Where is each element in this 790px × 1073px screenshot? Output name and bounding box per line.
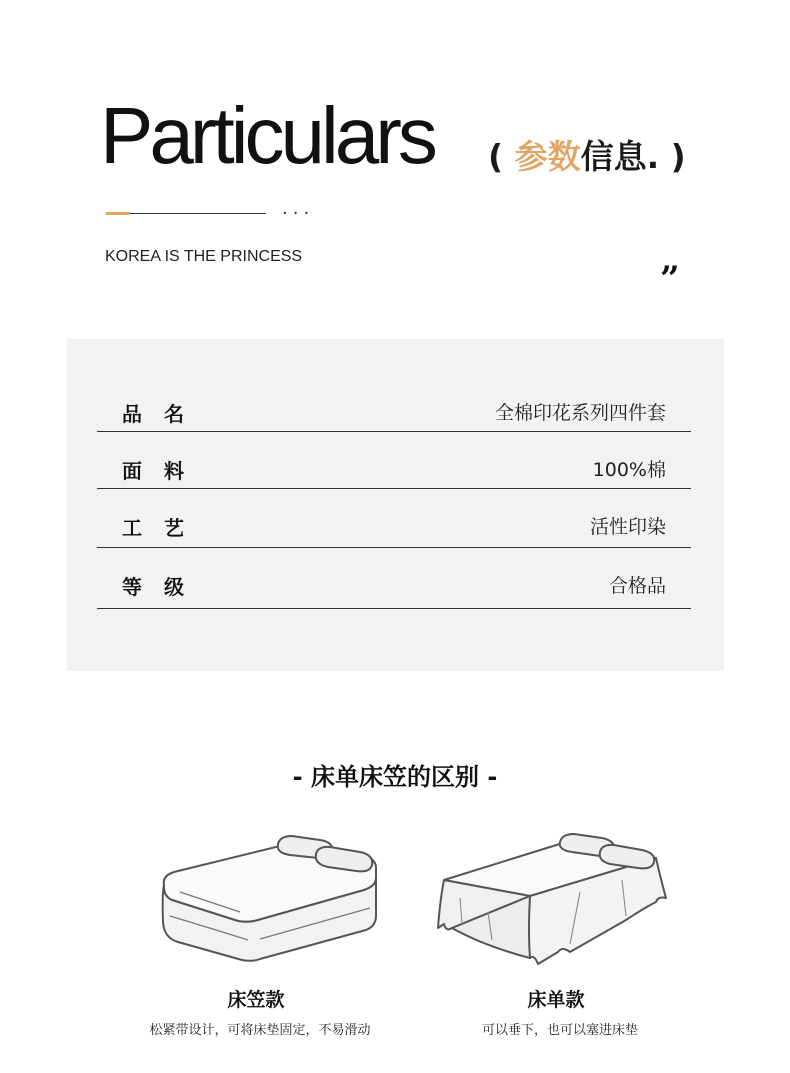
product-desc-flat: 可以垂下，也可以塞进床垫 xyxy=(481,1023,638,1038)
subtitle-rest: 信息. ) xyxy=(580,137,686,176)
spec-label: 工艺 xyxy=(122,516,206,540)
spec-value: 100%棉 xyxy=(592,459,666,481)
spec-row-fabric xyxy=(97,450,691,489)
product-desc-fitted: 松紧带设计，可将床垫固定，不易滑动 xyxy=(149,1023,371,1038)
spec-row-grade xyxy=(97,566,691,609)
spec-value: 合格品 xyxy=(608,575,666,597)
spec-panel xyxy=(67,339,724,671)
spec-row-process xyxy=(97,507,691,548)
spec-label: 面料 xyxy=(122,459,206,483)
page-title: Particulars xyxy=(100,91,434,180)
decor-dots: ... xyxy=(282,198,315,219)
tagline: KOREA IS THE PRINCESS xyxy=(105,248,303,265)
quote-mark: ” xyxy=(660,259,680,299)
page-subtitle xyxy=(488,137,686,176)
spec-value: 全棉印花系列四件套 xyxy=(494,402,666,424)
spec-value: 活性印染 xyxy=(589,516,666,538)
spec-label: 等级 xyxy=(122,575,206,599)
spec-row-name xyxy=(97,393,691,432)
divider-rule xyxy=(130,213,266,214)
subtitle-open: ( xyxy=(488,137,515,176)
flat-sheet-bed-illustration xyxy=(430,828,670,973)
spec-label: 品名 xyxy=(122,402,206,426)
subtitle-accent: 参数 xyxy=(514,137,581,176)
fitted-sheet-bed-illustration xyxy=(150,828,390,963)
product-title-flat: 床单款 xyxy=(527,989,585,1011)
accent-rule xyxy=(106,212,130,215)
section-title: - 床单床笠的区别 - xyxy=(292,763,498,791)
product-title-fitted: 床笠款 xyxy=(227,989,285,1011)
